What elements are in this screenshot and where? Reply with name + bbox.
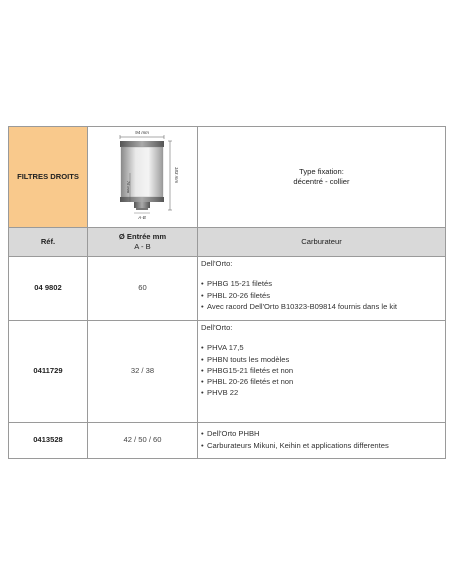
width-dimension-label: 94 mm [134, 130, 149, 136]
header-ref: Réf. [9, 228, 88, 257]
table-row [9, 321, 446, 423]
table-title-row [9, 127, 446, 228]
row-carb [198, 321, 446, 423]
inlet-dimension-label: A-B [137, 215, 146, 221]
list-item: • PHBG 15-21 filetés [201, 279, 442, 289]
list-item: • Avec racord Dell'Orto B10323-B09814 fournis dans le kit [201, 302, 442, 312]
table-header-row [9, 228, 446, 257]
fixation-cell [198, 127, 446, 228]
row-carb [198, 423, 446, 459]
table-row [9, 257, 446, 321]
list-item: • PHBN touts les modèles [201, 355, 442, 365]
row-carb-list [201, 429, 442, 451]
list-item: • Carburateurs Mikuni, Keihin et applications differentes [201, 441, 442, 451]
header-carb: Carburateur [198, 228, 446, 257]
row-ref: 0413528 [9, 423, 88, 459]
row-ref: 0411729 [9, 321, 88, 423]
row-carb-intro: Dell'Orto: [201, 323, 233, 332]
header-diameter-line1: Ø Entrée mm [118, 231, 167, 241]
filter-diagram-cell [88, 127, 198, 228]
list-item: • PHVA 17,5 [201, 343, 442, 353]
header-diameter-line2: A - B [134, 242, 151, 251]
row-diameter: 42 / 50 / 60 [88, 423, 198, 459]
row-diameter: 32 / 38 [88, 321, 198, 423]
list-item: • Dell'Orto PHBH [201, 429, 442, 439]
fixation-type-value: décentré - collier [293, 177, 350, 186]
header-diameter [88, 228, 198, 257]
height-dimension-label: 183 mm [173, 167, 179, 184]
table-row [9, 423, 446, 459]
filter-diagram [98, 129, 188, 221]
table-title: FILTRES DROITS [9, 127, 88, 228]
inner-dimension-label: 76 mm [125, 181, 131, 194]
filter-spec-table [8, 126, 446, 459]
list-item: • PHBL 20-26 filetés [201, 291, 442, 301]
row-diameter: 60 [88, 257, 198, 321]
list-item: • PHBG15-21 filetés et non [201, 366, 442, 376]
list-item: • PHBL 20-26 filetés et non [201, 377, 442, 387]
row-carb-list [201, 279, 442, 312]
row-carb-list [201, 343, 442, 398]
row-carb-intro: Dell'Orto: [201, 259, 233, 268]
row-carb [198, 257, 446, 321]
row-ref: 04 9802 [9, 257, 88, 321]
list-item: • PHVB 22 [201, 388, 442, 398]
fixation-type-label: Type fixation: [299, 166, 344, 176]
